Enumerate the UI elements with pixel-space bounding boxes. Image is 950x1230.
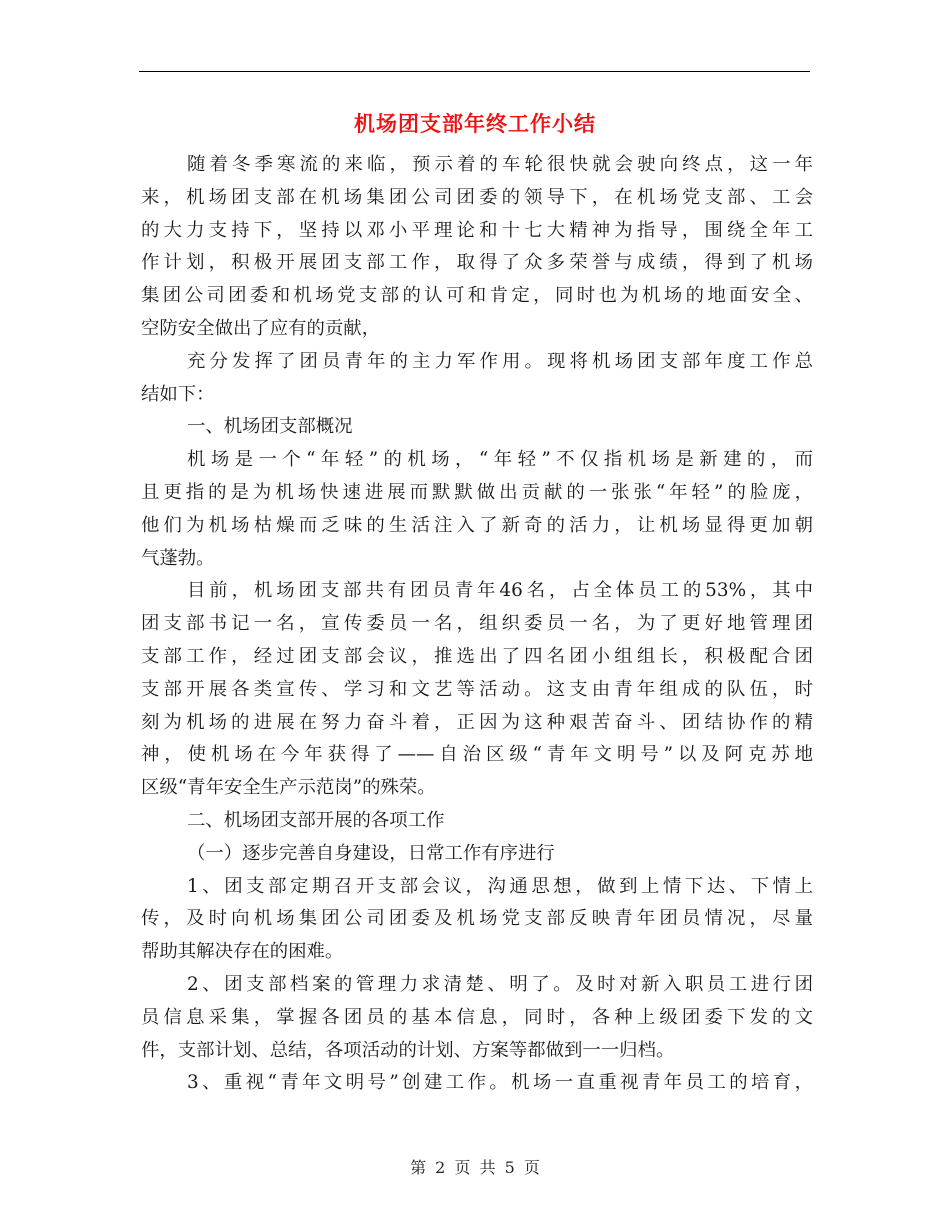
text-line: 的大力支持下，坚持以邓小平理论和十七大精神为指导，围绕全年工 [141, 219, 813, 241]
text-line: 员信息采集，掌握各团员的基本信息，同时，各种上级团委下发的文 [141, 1006, 813, 1028]
text-line: 件，支部计划、总结，各项活动的计划、方案等都做到一一归档。 [141, 1039, 675, 1061]
text-line: 充分发挥了团员青年的主力军作用。现将机场团支部年度工作总 [187, 350, 813, 372]
text-line: 支部开展各类宣传、学习和文艺等活动。这支由青年组成的队伍，时 [141, 678, 813, 700]
text-line: 随着冬季寒流的来临，预示着的车轮很快就会驶向终点，这一年 [187, 154, 813, 175]
text-line: 来，机场团支部在机场集团公司团委的领导下，在机场党支部、工会 [141, 186, 813, 208]
document-body [141, 149, 813, 1100]
text-line: 帮助其解决存在的困难。 [141, 941, 344, 963]
text-line: 集团公司团委和机场党支部的认可和肯定，同时也为机场的地面安全、 [141, 285, 813, 307]
text-line: 且更指的是为机场快速进展而默默做出贡献的一张张“年轻”的脸庞， [141, 481, 813, 503]
text-line: 二、机场团支部开展的各项工作 [187, 809, 445, 831]
text-line: 区级“青年安全生产示范岗”的殊荣。 [141, 777, 436, 799]
text-line: 团支部书记一名，宣传委员一名，组织委员一名，为了更好地管理团 [141, 613, 813, 635]
text-line: 机场是一个“年轻”的机场，“年轻”不仅指机场是新建的，而 [187, 449, 813, 471]
text-line: 结如下： [141, 383, 215, 405]
text-line: （一）逐步完善自身建设，日常工作有序进行 [187, 842, 555, 864]
text-line: 3、重视“青年文明号”创建工作。机场一直重视青年员工的培育， [187, 1072, 813, 1094]
text-line: 目前，机场团支部共有团员青年46名，占全体员工的53%，其中 [187, 580, 813, 602]
document-title: 机场团支部年终工作小结 [354, 111, 596, 136]
text-line: 作计划，积极开展团支部工作，取得了众多荣誉与成绩，得到了机场 [141, 252, 813, 274]
text-line: 1、团支部定期召开支部会议，沟通思想，做到上情下达、下情上 [187, 875, 813, 897]
header-rule [139, 71, 810, 72]
text-line: 一、机场团支部概况 [187, 416, 353, 438]
text-line: 空防安全做出了应有的贡献， [141, 317, 381, 339]
page-number: 第 2 页 共 5 页 [410, 1158, 540, 1177]
text-line: 神，使机场在今年获得了——自治区级“青年文明号”以及阿克苏地 [141, 744, 813, 766]
text-line: 传，及时向机场集团公司团委及机场党支部反映青年团员情况，尽量 [141, 908, 813, 930]
text-line: 刻为机场的进展在努力奋斗着，正因为这种艰苦奋斗、团结协作的精 [141, 711, 813, 733]
text-line: 他们为机场枯燥而乏味的生活注入了新奇的活力，让机场显得更加朝 [141, 514, 813, 536]
text-line: 支部工作，经过团支部会议，推选出了四名团小组组长，积极配合团 [141, 645, 813, 667]
text-line: 气蓬勃。 [141, 547, 215, 569]
text-line: 2、团支部档案的管理力求清楚、明了。及时对新入职员工进行团 [187, 973, 813, 995]
